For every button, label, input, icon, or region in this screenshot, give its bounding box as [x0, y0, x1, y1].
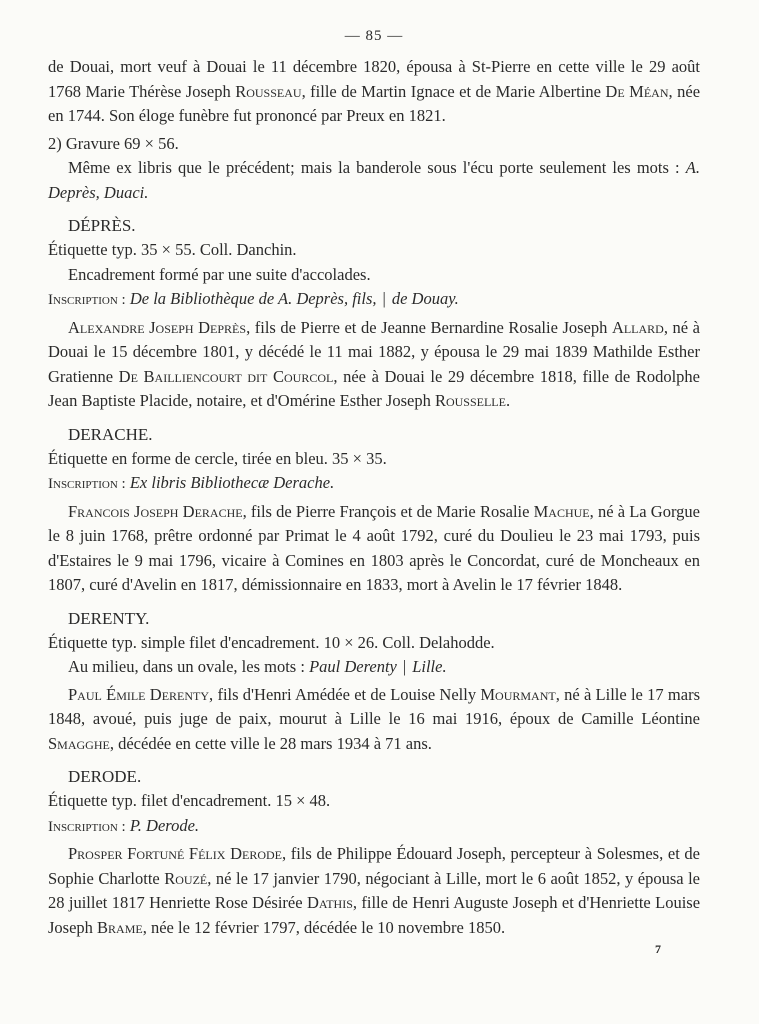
bio-text-2: , né à La Gorgue le 8 juin 1768, prêtre ordonné par Primat le 4 août 1792, curé du Doulieu le 23 mai 1793, puis d'Estaires le 9 mai 1796, vicaire à Comines en 1803 après le Concordat, curé de Moncheaux en 1807, curé d'Avelin en 1817, démissionnaire en 1833, mort à Avelin le 17 février 1848.: [48, 501, 700, 594]
bio-text-3: , décédée en cette ville le 28 mars 1934 à 71 ans.: [109, 733, 432, 753]
intro-text-2: , fille de Martin Ignace et de Marie Albertine: [301, 81, 601, 101]
inscription-label: Inscription :: [48, 476, 126, 492]
bio-name: Francois Joseph Derache: [68, 501, 243, 521]
inscription-text-a: De la Bibliothèque de A. Deprès, fils,: [129, 289, 377, 308]
intro-name-mean: De Méan: [605, 81, 669, 101]
bio-text-4: , née le 12 février 1797, décédée le 10 novembre 1850.: [142, 917, 506, 937]
bio-text-2: , né le 17 janvier 1790, négociant à Lille, mort le 6 août 1852, y épousa le 28 juillet 1817 Henriette Rose Désirée: [48, 868, 701, 912]
bio-text-3: , née à Douai le 29 décembre 1818, fille de Rodolphe Jean Baptiste Placide, notaire, et d'Omérine Esther Joseph: [48, 366, 701, 410]
gravure-desc-text: Même ex libris que le précédent; mais la banderole sous l'écu porte seulement les mots :: [68, 158, 680, 177]
bio-text-1: , fils de Pierre François et de Marie Rosalie: [242, 501, 530, 521]
entry-heading-depres: DÉPRÈS.: [68, 216, 136, 235]
inscription-text-a: P. Derode.: [129, 815, 200, 835]
entry-heading-derache: DERACHE.: [68, 424, 153, 444]
line-separator: |: [382, 289, 386, 308]
entry-inscription-derode: [48, 814, 700, 840]
entry-inscription-depres: [48, 287, 700, 313]
entry-heading-derode: DERODE.: [68, 767, 142, 786]
entry-etiquette-derenty: Étiquette typ. simple filet d'encadrement. 10 × 26. Coll. Delahodde.: [48, 632, 495, 652]
bio-name-3: De Bailliencourt dit Courcol: [118, 366, 334, 386]
entry-etiquette-derache: Étiquette en forme de cercle, tirée en bleu. 35 × 35.: [48, 448, 387, 468]
entry-inscription-derache: [48, 471, 700, 497]
bio-name-4: Brame: [97, 917, 143, 937]
bio-name: Paul Émile Derenty: [68, 684, 210, 704]
bio-name-2: Allard: [611, 317, 664, 337]
bio-text-2: , né à Douai le 15 décembre 1801, y décédé le 11 mai 1882, y épousa le 29 mai 1839 Mathilde Esther Gratienne: [48, 317, 701, 386]
bio-text-4: .: [505, 391, 511, 410]
gravure-title: 2) Gravure 69 × 56.: [48, 133, 179, 153]
page-number: — 85 —: [344, 28, 404, 44]
intro-text-3: , née en 1744. Son éloge funèbre fut prononcé par Preux en 1821.: [48, 81, 701, 125]
bio-name-2: Machue: [533, 501, 590, 521]
entry-etiquette-depres: Étiquette typ. 35 × 55. Coll. Danchin.: [48, 240, 297, 259]
bio-name-3: Dathis: [306, 893, 353, 912]
bio-name: Prosper Fortuné Félix Derode: [68, 844, 282, 863]
note-text-a: Paul Derenty: [309, 657, 397, 676]
gravure-motto: A. Deprès, Duaci.: [48, 158, 700, 202]
bio-text-3: , fille de Henri Auguste Joseph et d'Henriette Louise Joseph: [48, 893, 701, 937]
inscription-label: Inscription :: [48, 292, 126, 308]
entry-heading-derenty: DERENTY.: [68, 608, 150, 628]
entry-bio-depres: [48, 316, 700, 414]
bio-name: Alexandre Joseph Deprès: [68, 317, 247, 337]
entry-bio-derenty: [48, 683, 700, 757]
note-text-b: Lille.: [412, 657, 447, 676]
bio-text-1: , fils de Philippe Édouard Joseph, percepteur à Solesmes, et de Sophie Charlotte: [48, 844, 700, 888]
document-page: [48, 28, 700, 940]
gravure-description: [48, 156, 700, 205]
intro-paragraph: [48, 55, 700, 129]
entry-etiquette-derode: Étiquette typ. filet d'encadrement. 15 × 48.: [48, 791, 331, 810]
inscription-text-a: Ex libris Bibliothecæ Derache.: [129, 473, 335, 492]
inscription-text-b: de Douay.: [391, 289, 459, 308]
line-separator: |: [402, 657, 407, 676]
bio-name-4: Rousselle: [434, 391, 506, 410]
intro-text-1: de Douai, mort veuf à Douai le 11 décembre 1820, épousa à St-Pierre en cette ville le 29 août 1768 Marie Thérèse Joseph: [48, 57, 700, 101]
signature-mark: 7: [655, 942, 661, 956]
bio-text-1: , fils d'Henri Amédée et de Louise Nelly: [209, 684, 477, 704]
inscription-label: Inscription :: [48, 818, 126, 835]
entry-note-derenty: [48, 655, 700, 680]
entry-bio-derache: [48, 500, 700, 598]
note-text: Au milieu, dans un ovale, les mots :: [68, 657, 305, 676]
bio-name-3: Smagghe: [48, 733, 110, 753]
intro-name-rousseau: Rousseau: [235, 81, 302, 101]
entry-bio-derode: [48, 842, 700, 940]
bio-name-2: Rouzé: [164, 868, 208, 888]
entry-note-depres: Encadrement formé par une suite d'accolades.: [68, 264, 371, 284]
bio-text-2: , né à Lille le 17 mars 1848, avoué, puis juge de paix, mourut à Lille le 16 mai 1916, époux de Camille Léontine: [48, 684, 701, 728]
bio-name-2: Mourmant: [480, 684, 556, 704]
bio-text-1: , fils de Pierre et de Jeanne Bernardine Rosalie Joseph: [246, 317, 608, 337]
